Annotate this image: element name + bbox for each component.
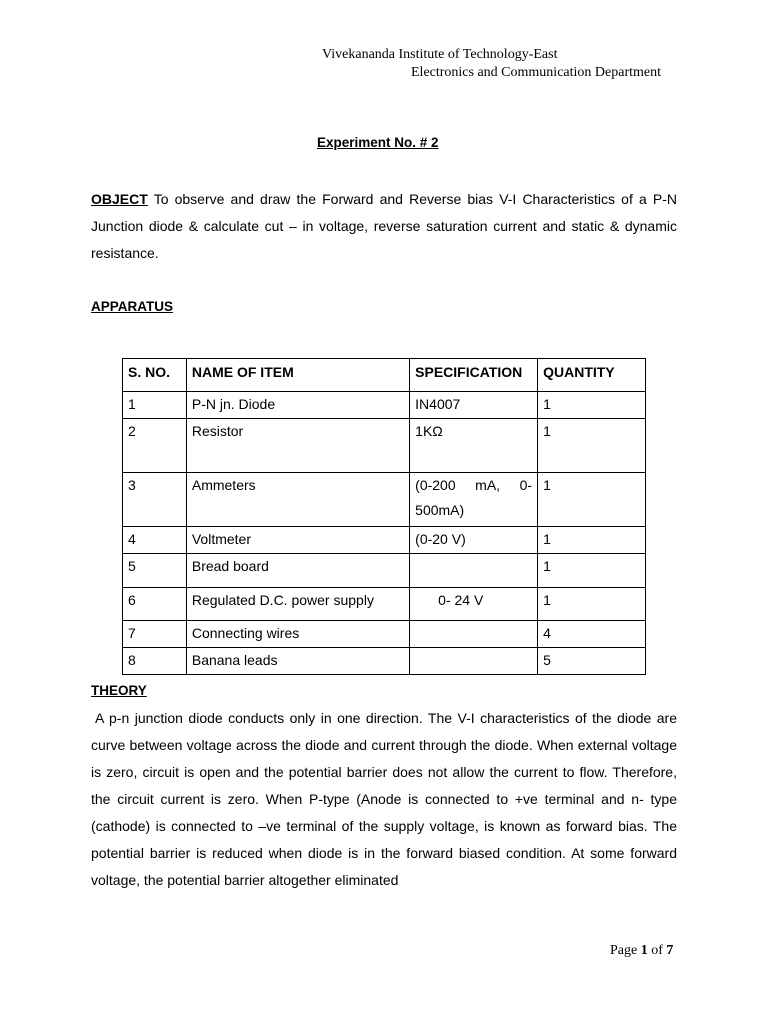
table-row bbox=[123, 473, 646, 527]
cell-name: Resistor bbox=[186, 419, 409, 473]
cell-qty: 1 bbox=[538, 473, 646, 527]
col-header-spec: SPECIFICATION bbox=[410, 359, 538, 392]
cell-spec: 1KΩ bbox=[410, 419, 538, 473]
cell-sno: 3 bbox=[123, 473, 187, 527]
col-header-sno: S. NO. bbox=[123, 359, 187, 392]
institute-name: Vivekananda Institute of Technology-East bbox=[322, 47, 558, 62]
cell-qty: 1 bbox=[538, 554, 646, 588]
cell-sno: 8 bbox=[123, 648, 187, 675]
cell-spec: IN4007 bbox=[410, 392, 538, 419]
col-header-qty: QUANTITY bbox=[538, 359, 646, 392]
object-paragraph bbox=[91, 186, 677, 267]
cell-sno: 4 bbox=[123, 527, 187, 554]
table-row bbox=[123, 588, 646, 621]
theory-heading: THEORY bbox=[91, 683, 147, 698]
cell-name: Banana leads bbox=[186, 648, 409, 675]
cell-qty: 1 bbox=[538, 588, 646, 621]
table-row bbox=[123, 648, 646, 675]
col-header-name: NAME OF ITEM bbox=[186, 359, 409, 392]
cell-sno: 2 bbox=[123, 419, 187, 473]
object-text: To observe and draw the Forward and Reverse bias V-I Characteristics of a P-N Junction diode & calculate cut – in voltage, reverse saturation current and static & dynamic resistance. bbox=[91, 191, 678, 261]
table-row bbox=[123, 392, 646, 419]
of-label: of bbox=[651, 943, 663, 958]
cell-spec bbox=[410, 621, 538, 648]
table-row bbox=[123, 554, 646, 588]
cell-qty: 1 bbox=[538, 392, 646, 419]
cell-sno: 1 bbox=[123, 392, 187, 419]
experiment-title: Experiment No. # 2 bbox=[317, 135, 439, 150]
cell-qty: 5 bbox=[538, 648, 646, 675]
page-label: Page bbox=[610, 943, 638, 958]
cell-name: Regulated D.C. power supply bbox=[186, 588, 409, 621]
cell-spec bbox=[410, 648, 538, 675]
cell-qty: 4 bbox=[538, 621, 646, 648]
cell-sno: 6 bbox=[123, 588, 187, 621]
current-page: 1 bbox=[640, 943, 648, 958]
theory-paragraph: A p-n junction diode conducts only in one direction. The V-I characteristics of the diode are curve between voltage across the diode and current through the diode. When external voltage is zero, circuit is open and the potential barrier does not allow the current to flow. Therefore, the circuit current is zero. When P-type (Anode is connected to +ve terminal and n- type (cathode) is connected to –ve terminal of the supply voltage, is known as forward bias. The potential barrier is reduced when diode is in the forward biased condition. At some forward voltage, the potential barrier altogether eliminated bbox=[91, 710, 677, 888]
cell-name: P-N jn. Diode bbox=[186, 392, 409, 419]
cell-name: Bread board bbox=[186, 554, 409, 588]
cell-name: Voltmeter bbox=[186, 527, 409, 554]
apparatus-heading: APPARATUS bbox=[91, 299, 174, 314]
cell-name: Connecting wires bbox=[186, 621, 409, 648]
cell-qty: 1 bbox=[538, 419, 646, 473]
cell-name: Ammeters bbox=[186, 473, 409, 527]
cell-spec: (0-200 mA, 0-500mA) bbox=[410, 473, 538, 527]
table-row bbox=[123, 621, 646, 648]
apparatus-table bbox=[122, 358, 646, 675]
table-header-row bbox=[123, 359, 646, 392]
cell-sno: 7 bbox=[123, 621, 187, 648]
table-row bbox=[123, 419, 646, 473]
cell-qty: 1 bbox=[538, 527, 646, 554]
page-footer bbox=[610, 943, 673, 959]
object-label: OBJECT bbox=[91, 191, 148, 207]
cell-spec: 0- 24 V bbox=[410, 588, 538, 621]
total-pages: 7 bbox=[666, 943, 674, 958]
cell-spec: (0-20 V) bbox=[410, 527, 538, 554]
cell-spec bbox=[410, 554, 538, 588]
table-row bbox=[123, 527, 646, 554]
cell-sno: 5 bbox=[123, 554, 187, 588]
department-name: Electronics and Communication Department bbox=[411, 65, 661, 80]
